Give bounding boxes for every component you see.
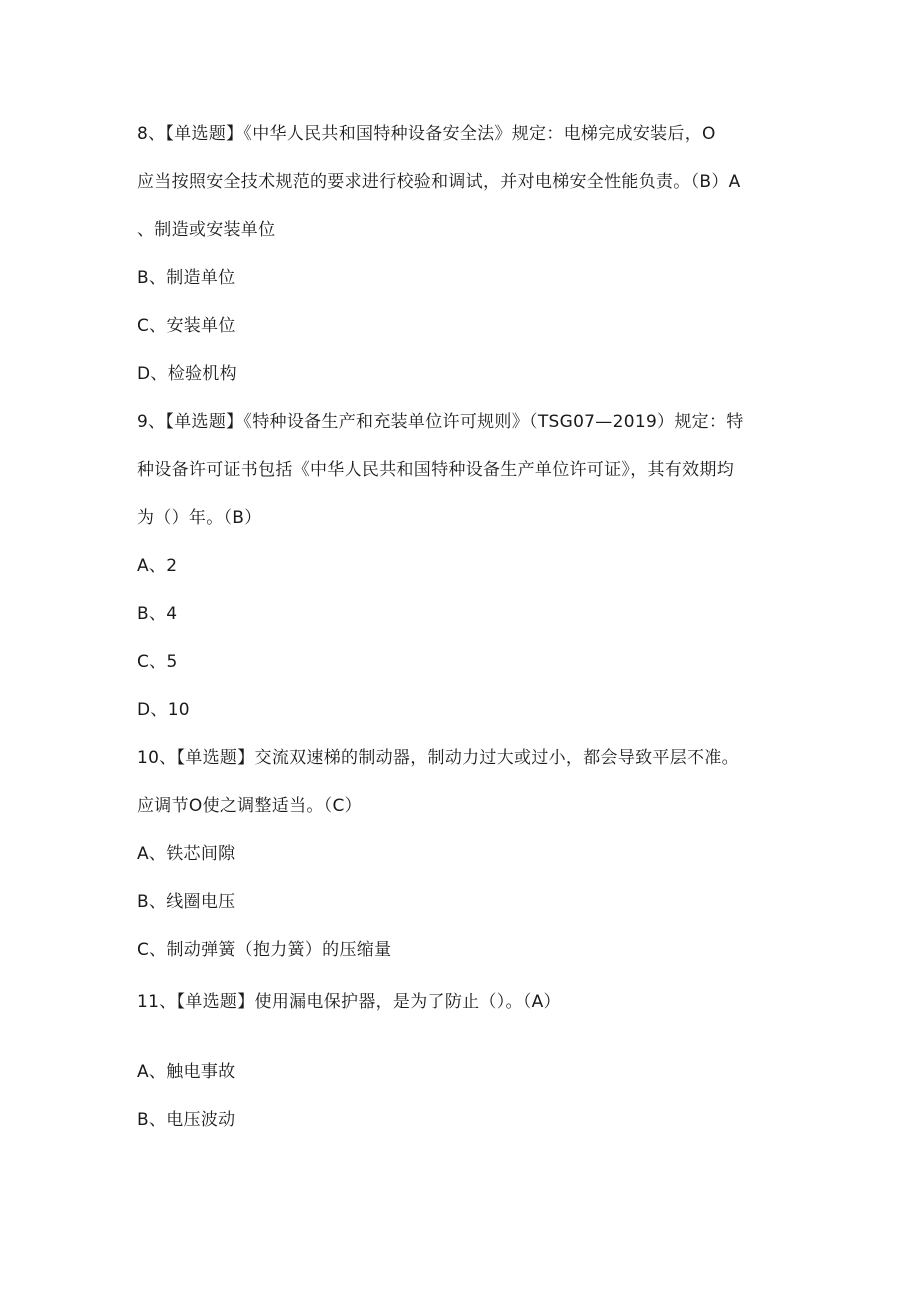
question-8-option-d: D、检验机构 [137,364,237,384]
question-9-option-c: C、5 [137,652,178,672]
question-9-option-a: A、2 [137,556,178,576]
question-10-line-1: 10、【单选题】交流双速梯的制动器，制动力过大或过小，都会导致平层不准。 [137,748,739,768]
question-11-line-1: 11、【单选题】使用漏电保护器，是为了防止（）。（A） [137,992,561,1012]
question-9-line-1: 9、【单选题】《特种设备生产和充装单位许可规则》（TSG07—2019）规定：特 [137,412,744,432]
question-8-line-1: 8、【单选题】《中华人民共和国特种设备安全法》规定：电梯完成安装后，O [137,124,716,144]
question-9-option-d: D、10 [137,700,190,720]
question-8-line-2: 应当按照安全技术规范的要求进行校验和调试，并对电梯安全性能负责。（B）A [137,172,741,192]
question-8-option-c: C、安装单位 [137,316,236,336]
question-8-line-3: 、制造或安装单位 [137,220,276,240]
question-9-line-2: 种设备许可证书包括《中华人民共和国特种设备生产单位许可证》，其有效期均 [137,460,734,480]
question-10-option-a: A、铁芯间隙 [137,844,236,864]
question-11-option-b: B、电压波动 [137,1110,236,1130]
question-8-option-b: B、制造单位 [137,268,236,288]
question-11-option-a: A、触电事故 [137,1062,236,1082]
question-10-option-b: B、线圈电压 [137,892,236,912]
question-10-line-2: 应调节O使之调整适当。（C） [137,796,362,816]
question-10-option-c: C、制动弹簧（抱力簧）的压缩量 [137,940,392,960]
question-9-line-3: 为（）年。（B） [137,508,262,528]
question-9-option-b: B、4 [137,604,178,624]
